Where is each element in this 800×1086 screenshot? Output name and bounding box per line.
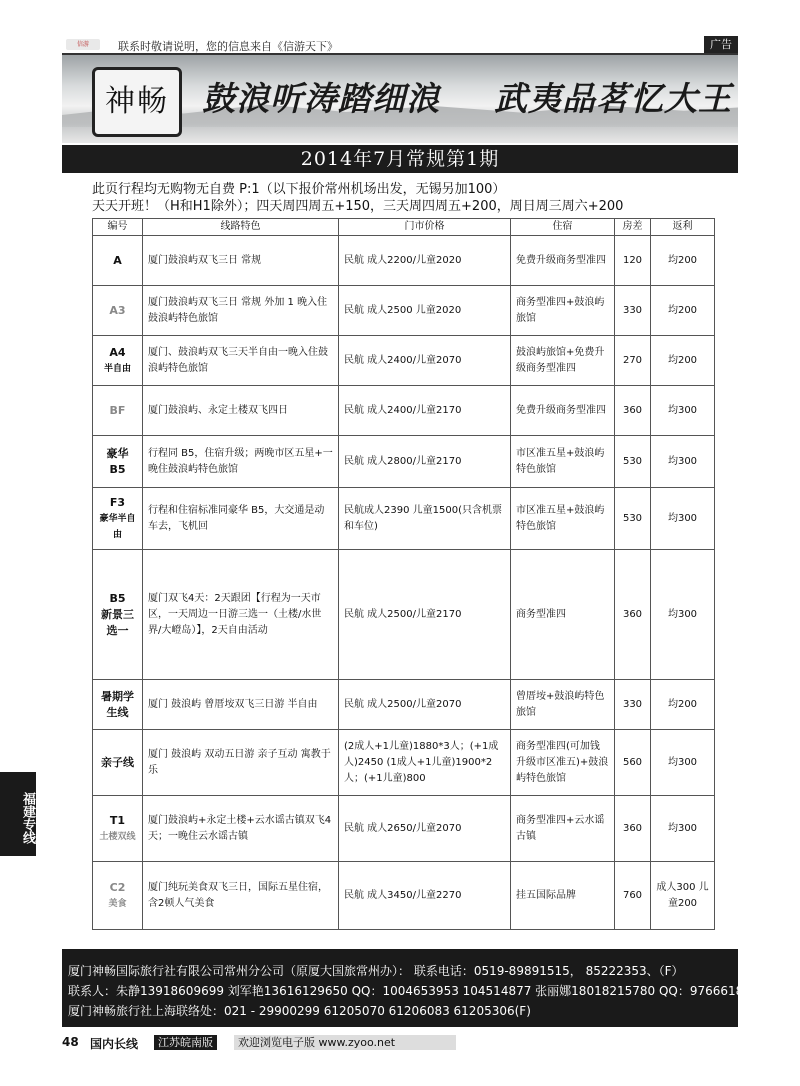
- row-price: 民航 成人2200/儿童2020: [339, 236, 511, 286]
- row-route: 厦门双飞4天：2天跟团【行程为一天市区，一天周边一日游三选一（土楼/水世界/大嶝岛）】，2天自由活动: [143, 550, 339, 680]
- row-route: 厦门鼓浪屿+永定土楼+云水谣古镇双飞4天；一晚住云水谣古镇: [143, 796, 339, 862]
- welcome-link[interactable]: 欢迎浏览电子版 www.zyoo.net: [234, 1035, 456, 1050]
- row-rebate: 均200: [651, 680, 715, 730]
- row-hotel: 市区准五星+鼓浪屿特色旅馆: [511, 436, 615, 488]
- header-room-diff: 房差: [615, 219, 651, 236]
- route-price-table: [92, 218, 715, 930]
- header-hotel: 住宿: [511, 219, 615, 236]
- row-rebate: 成人300 儿童200: [651, 862, 715, 930]
- row-rebate: 均300: [651, 436, 715, 488]
- row-code-cell: [93, 730, 143, 796]
- table-row: [93, 550, 715, 680]
- row-code: T1: [109, 813, 126, 827]
- row-code: 亲子线: [101, 755, 134, 769]
- row-code: 豪华: [106, 446, 129, 460]
- issue-title: 2014年7月常规第1期: [62, 145, 738, 173]
- row-rebate: 均300: [651, 488, 715, 550]
- top-bar: [62, 36, 738, 55]
- row-price: (2成人+1儿童)1880*3人；(+1成人)2450 (1成人+1儿童)1900*2人；(+1儿童)800: [339, 730, 511, 796]
- row-hotel: 商务型准四+云水谣古镇: [511, 796, 615, 862]
- row-code-cell: [93, 680, 143, 730]
- row-price: 民航成人2390 儿童1500(只含机票和车位): [339, 488, 511, 550]
- row-code-cell: [93, 488, 143, 550]
- header-price: 门市价格: [339, 219, 511, 236]
- row-route: 行程同 B5，住宿升级；两晚市区五星+一晚住鼓浪屿特色旅馆: [143, 436, 339, 488]
- row-route: 厦门 鼓浪屿 曾厝垵双飞三日游 半自由: [143, 680, 339, 730]
- row-code-sub: 豪华半自由: [99, 513, 136, 540]
- table-row: [93, 386, 715, 436]
- banner: [62, 55, 738, 143]
- page-number: 48: [62, 1035, 79, 1049]
- slogan-left: 鼓浪听涛踏细浪: [202, 79, 440, 118]
- row-price: 民航 成人3450/儿童2270: [339, 862, 511, 930]
- row-hotel: 市区准五星+鼓浪屿特色旅馆: [511, 488, 615, 550]
- row-code: A: [113, 253, 122, 267]
- row-room-diff: 560: [615, 730, 651, 796]
- row-code-cell: [93, 336, 143, 386]
- row-room-diff: 330: [615, 680, 651, 730]
- row-code-cell: [93, 236, 143, 286]
- row-rebate: 均300: [651, 796, 715, 862]
- table-row: [93, 862, 715, 930]
- row-rebate: 均300: [651, 386, 715, 436]
- row-room-diff: 270: [615, 336, 651, 386]
- row-price: 民航 成人2800/儿童2170: [339, 436, 511, 488]
- row-room-diff: 760: [615, 862, 651, 930]
- row-code-cell: [93, 796, 143, 862]
- footer-shanghai-line: 厦门神畅旅行社上海联络处：021 - 29900299 61205070 61206083 61205306(F): [68, 1004, 531, 1018]
- row-room-diff: 360: [615, 386, 651, 436]
- row-rebate: 均200: [651, 336, 715, 386]
- row-room-diff: 330: [615, 286, 651, 336]
- section-name: 国内长线: [90, 1037, 139, 1051]
- intro-line-1: 此页行程均无购物无自费 P:1（以下报价常州机场出发，无锡另加100）: [92, 182, 506, 197]
- row-code: F3: [109, 495, 126, 509]
- contact-footer: [62, 949, 759, 1027]
- row-route: 厦门鼓浪屿、永定土楼双飞四日: [143, 386, 339, 436]
- company-seal-logo: 神畅: [92, 67, 182, 137]
- intro-line-2: 天天开班！（H和H1除外）；四天周四周五+150，三天周四周五+200，周日周三周六+200: [92, 199, 624, 214]
- table-row: [93, 680, 715, 730]
- row-hotel: 商务型准四: [511, 550, 615, 680]
- row-room-diff: 530: [615, 436, 651, 488]
- bottom-bar: [62, 1035, 738, 1051]
- row-hotel: 免费升级商务型准四: [511, 236, 615, 286]
- header-route: 线路特色: [143, 219, 339, 236]
- sidebar-section-tab: 福建专线: [0, 772, 36, 856]
- ad-tag: 广告: [704, 36, 738, 53]
- table-header-row: [93, 219, 715, 236]
- row-rebate: 均200: [651, 286, 715, 336]
- footer-contacts-line: 联系人：朱静13918609699 刘军艳13616129650 QQ：1004653953 104514877 张丽娜18018215780 QQ：976661829: [68, 984, 759, 998]
- row-route: 厦门鼓浪屿双飞三日 常规: [143, 236, 339, 286]
- row-hotel: 挂五国际品牌: [511, 862, 615, 930]
- row-price: 民航 成人2500/儿童2070: [339, 680, 511, 730]
- row-hotel: 商务型准四(可加钱升级市区准五)+鼓浪屿特色旅馆: [511, 730, 615, 796]
- table-row: [93, 286, 715, 336]
- row-code-sub: 半自由: [103, 363, 131, 374]
- row-code: B5: [109, 591, 126, 605]
- row-hotel: 免费升级商务型准四: [511, 386, 615, 436]
- header-code: 编号: [93, 219, 143, 236]
- row-code-cell: [93, 386, 143, 436]
- row-hotel: 曾厝垵+鼓浪屿特色旅馆: [511, 680, 615, 730]
- contact-notice: 联系时敬请说明，您的信息来自《信游天下》: [118, 40, 338, 53]
- row-code: A4: [109, 345, 126, 359]
- row-rebate: 均300: [651, 730, 715, 796]
- slogan-right: 武夷品茗忆大王: [494, 79, 732, 118]
- row-code: 暑期学生线: [101, 689, 134, 719]
- row-code-sub: B5: [109, 462, 126, 476]
- table-row: [93, 336, 715, 386]
- row-price: 民航 成人2500/儿童2170: [339, 550, 511, 680]
- table-row: [93, 796, 715, 862]
- row-price: 民航 成人2500 儿童2020: [339, 286, 511, 336]
- row-code-cell: [93, 436, 143, 488]
- header-rebate: 返利: [651, 219, 715, 236]
- row-route: 厦门 鼓浪屿 双动五日游 亲子互动 寓教于乐: [143, 730, 339, 796]
- row-hotel: 商务型准四+鼓浪屿旅馆: [511, 286, 615, 336]
- row-route: 厦门纯玩美食双飞三日，国际五星住宿，含2顿人气美食: [143, 862, 339, 930]
- table-row: [93, 236, 715, 286]
- row-code-sub: 美食: [108, 898, 127, 909]
- row-room-diff: 360: [615, 796, 651, 862]
- row-rebate: 均300: [651, 550, 715, 680]
- row-route: 行程和住宿标准同豪华 B5，大交通是动车去，飞机回: [143, 488, 339, 550]
- row-route: 厦门、鼓浪屿双飞三天半自由一晚入住鼓浪屿特色旅馆: [143, 336, 339, 386]
- row-hotel: 鼓浪屿旅馆+免费升级商务型准四: [511, 336, 615, 386]
- row-price: 民航 成人2650/儿童2070: [339, 796, 511, 862]
- row-room-diff: 120: [615, 236, 651, 286]
- publisher-logo: 信游: [66, 39, 100, 50]
- edition-badge: 江苏皖南版: [154, 1035, 217, 1050]
- table-row: [93, 488, 715, 550]
- footer-company-line: 厦门神畅国际旅行社有限公司常州分公司（原厦大国旅常州办）： 联系电话：0519-89891515， 85222353、（F）: [68, 964, 684, 978]
- row-code-sub: 新景三选一: [101, 607, 134, 637]
- row-price: 民航 成人2400/儿童2070: [339, 336, 511, 386]
- row-code: BF: [109, 403, 126, 417]
- row-code: A3: [109, 303, 126, 317]
- row-room-diff: 360: [615, 550, 651, 680]
- table-row: [93, 436, 715, 488]
- table-row: [93, 730, 715, 796]
- row-code: C2: [109, 880, 126, 894]
- row-route: 厦门鼓浪屿双飞三日 常规 外加 1 晚入住鼓浪屿特色旅馆: [143, 286, 339, 336]
- row-code-cell: [93, 286, 143, 336]
- row-code-cell: [93, 862, 143, 930]
- row-price: 民航 成人2400/儿童2170: [339, 386, 511, 436]
- row-room-diff: 530: [615, 488, 651, 550]
- row-code-sub: 土楼双线: [99, 831, 136, 842]
- row-rebate: 均200: [651, 236, 715, 286]
- row-code-cell: [93, 550, 143, 680]
